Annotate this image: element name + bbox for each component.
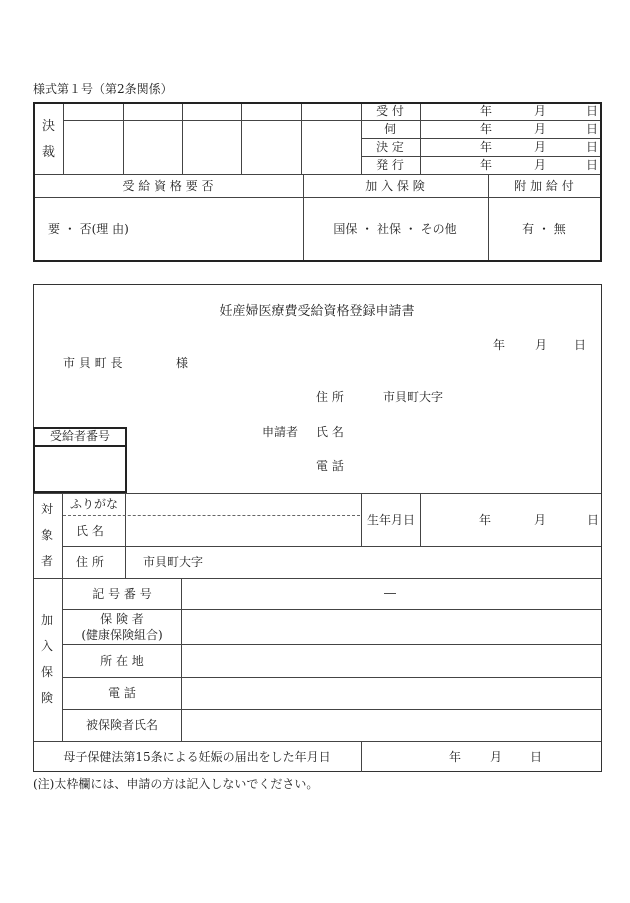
- location-label: 所 在 地: [100, 654, 144, 668]
- approval-divider: [361, 156, 600, 157]
- approval-row-label: 発 行: [376, 158, 404, 172]
- approval-day: 日: [585, 158, 599, 172]
- extra-benefit-value: 有 ・ 無: [522, 222, 566, 236]
- approval-row-label: 受 付: [376, 104, 404, 118]
- pregnancy-month: 月: [490, 750, 503, 764]
- section-divider: [361, 741, 362, 772]
- section-divider: [62, 493, 63, 578]
- approval-day: 日: [585, 104, 599, 118]
- birth-year: 年: [479, 513, 492, 527]
- approval-month: 月: [533, 140, 547, 154]
- section-divider: [62, 644, 601, 645]
- section-divider: [361, 493, 362, 546]
- birth-day: 日: [587, 513, 600, 527]
- approval-divider: [182, 104, 183, 174]
- form-date-year: 年: [493, 338, 506, 352]
- insurance-group-char: 保: [40, 665, 54, 679]
- insurance-group-char: 入: [40, 639, 54, 653]
- approval-label-sai: 裁: [42, 145, 56, 160]
- pregnancy-year: 年: [449, 750, 462, 764]
- approval-divider: [35, 197, 600, 198]
- header-insurance: 加 入 保 険: [365, 179, 425, 193]
- symbol-number-label: 記 号 番 号: [92, 587, 152, 601]
- approval-day: 日: [585, 140, 599, 154]
- section-divider: [34, 578, 601, 579]
- insurer-sub-label: (健康保険組合): [81, 628, 163, 642]
- furigana-divider: [63, 515, 360, 516]
- section-divider: [62, 709, 601, 710]
- subject-group-char: 対: [40, 502, 54, 516]
- pregnancy-day: 日: [530, 750, 543, 764]
- footnote: (注)太枠欄には、申請の方は記入しないでください。: [33, 777, 319, 791]
- eligibility-value: 要 ・ 否(理 由): [48, 222, 129, 236]
- approval-divider: [361, 104, 362, 174]
- honorific: 様: [176, 356, 189, 370]
- recipient-number-divider: [35, 445, 125, 447]
- section-divider: [62, 609, 601, 610]
- approval-year: 年: [479, 122, 493, 136]
- form-number: 様式第１号（第2条関係）: [33, 82, 173, 96]
- symbol-number-value: ―: [384, 586, 396, 600]
- approval-year: 年: [479, 158, 493, 172]
- subject-group-char: 象: [40, 528, 54, 542]
- section-divider: [62, 546, 601, 547]
- approval-divider: [420, 104, 421, 174]
- subject-address-label: 住 所: [76, 555, 104, 569]
- section-divider: [125, 493, 126, 578]
- insurance-group-char: 険: [40, 691, 54, 705]
- approval-month: 月: [533, 158, 547, 172]
- applicant-phone-label: 電 話: [316, 459, 344, 473]
- subject-address-value: 市貝町大字: [143, 555, 204, 569]
- pregnancy-notice-label: 母子保健法第15条による妊娠の届出をした年月日: [63, 750, 331, 764]
- approval-label-ketsu: 決: [42, 119, 56, 134]
- section-divider: [420, 493, 421, 546]
- subject-group-char: 者: [40, 554, 54, 568]
- insurer-label: 保 険 者: [100, 612, 144, 626]
- approval-divider: [361, 120, 600, 121]
- header-eligibility: 受 給 資 格 要 否: [122, 179, 214, 193]
- form-title: 妊産婦医療費受給資格登録申請書: [219, 304, 415, 319]
- form-date-day: 日: [574, 338, 587, 352]
- insurance-group-char: 加: [40, 613, 54, 627]
- birth-month: 月: [534, 513, 547, 527]
- section-divider: [34, 493, 601, 494]
- insurance-phone-label: 電 話: [108, 686, 136, 700]
- section-divider: [34, 741, 601, 742]
- approval-divider: [63, 104, 64, 174]
- approval-divider: [361, 138, 600, 139]
- approval-divider: [35, 174, 600, 175]
- approval-divider: [241, 104, 242, 174]
- section-divider: [62, 578, 63, 741]
- form-date-month: 月: [535, 338, 548, 352]
- approval-row-label: 伺: [383, 122, 397, 136]
- applicant-address-label: 住 所: [316, 390, 344, 404]
- approval-divider: [303, 174, 304, 260]
- approval-divider: [123, 104, 124, 174]
- birthdate-label: 生年月日: [366, 513, 416, 527]
- applicant-label: 申請者: [262, 425, 299, 439]
- header-extra-benefit: 附 加 給 付: [514, 179, 574, 193]
- approval-divider: [488, 174, 489, 260]
- subject-name-label: 氏 名: [76, 524, 104, 538]
- insurance-value: 国保 ・ 社保 ・ その他: [333, 222, 457, 236]
- approval-month: 月: [533, 104, 547, 118]
- recipient-number-label: 受給者番号: [49, 429, 111, 443]
- insured-name-label: 被保険者氏名: [85, 718, 159, 732]
- applicant-name-label: 氏 名: [316, 425, 344, 439]
- approval-divider: [63, 120, 361, 121]
- approval-divider: [301, 104, 302, 174]
- section-divider: [62, 677, 601, 678]
- addressee: 市 貝 町 長: [63, 356, 123, 370]
- approval-day: 日: [585, 122, 599, 136]
- applicant-address-value: 市貝町大字: [383, 390, 444, 404]
- approval-row-label: 決 定: [376, 140, 404, 154]
- approval-year: 年: [479, 140, 493, 154]
- approval-month: 月: [533, 122, 547, 136]
- furigana-label: ふりがな: [70, 497, 119, 511]
- section-divider: [181, 578, 182, 741]
- approval-year: 年: [479, 104, 493, 118]
